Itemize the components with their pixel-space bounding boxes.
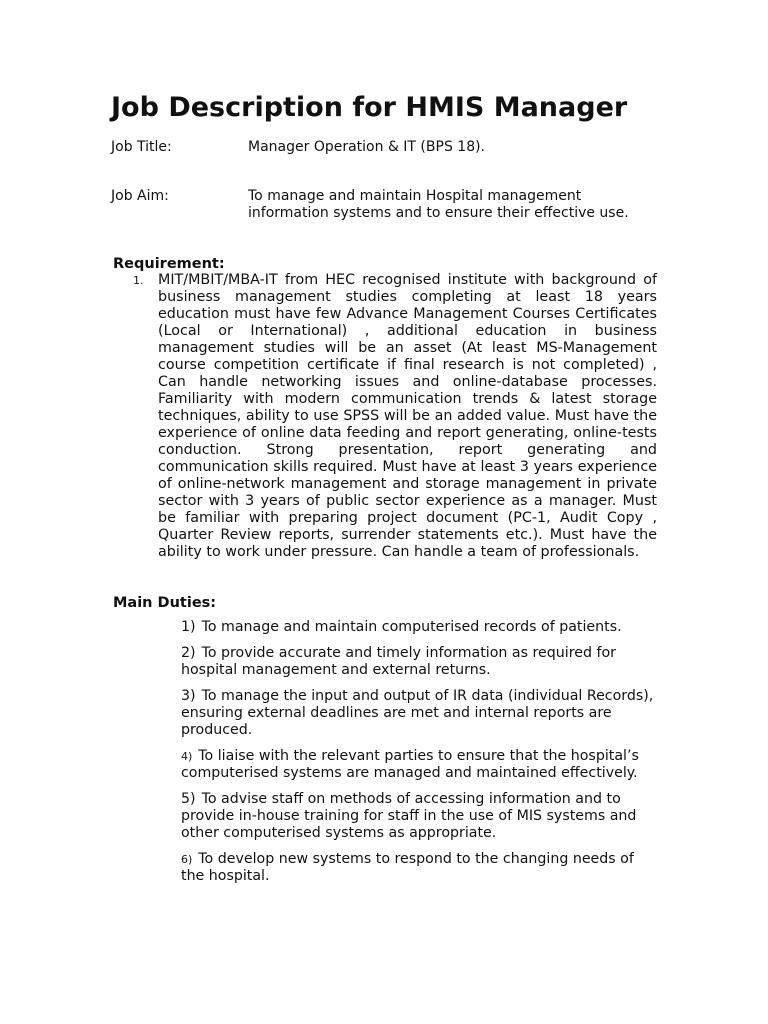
duty-item xyxy=(181,851,661,885)
job-title-label: Job Title: xyxy=(111,139,172,155)
duty-item xyxy=(181,791,661,842)
duty-text: To provide accurate and timely information as required for hospital management and external returns. xyxy=(181,645,616,678)
duty-item xyxy=(181,645,661,679)
duty-number: 4) xyxy=(181,750,193,763)
duty-text: To manage and maintain computerised records of patients. xyxy=(201,619,622,635)
requirement-number: 1. xyxy=(133,274,144,287)
job-aim-label: Job Aim: xyxy=(111,188,169,204)
document-title: Job Description for HMIS Manager xyxy=(111,92,628,123)
duty-number: 1) xyxy=(181,619,196,635)
requirement-item xyxy=(133,272,657,561)
requirement-list xyxy=(133,272,657,561)
duty-number: 3) xyxy=(181,688,196,704)
main-duties-list xyxy=(181,619,661,894)
job-title-value: Manager Operation & IT (BPS 18). xyxy=(248,139,486,155)
duty-number: 5) xyxy=(181,791,196,807)
duty-item xyxy=(181,688,661,739)
duty-text: To liaise with the relevant parties to ensure that the hospital’s computerised systems are managed and maintained effectively. xyxy=(181,748,639,781)
duty-item xyxy=(181,748,661,782)
job-aim-value: To manage and maintain Hospital management information systems and to ensure their effective use. xyxy=(248,188,629,221)
duty-text: To advise staff on methods of accessing information and to provide in-house training for staff in the use of MIS systems and other computerised systems as appropriate. xyxy=(181,791,637,841)
requirement-text: MIT/MBIT/MBA-IT from HEC recognised institute with background of business management studies completing at least 18 years education must have few Advance Management Courses Certificates (Local or International) , additional education in business management studies will be an asset (At least MS-Management course competition certificate if final research is not completed) , Can handle networking issues and online-database processes. Familiarity with modern communication trends & latest storage techniques, ability to use SPSS will be an added value. Must have the experience of online data feeding and report generating, online-tests conduction. Strong presentation, report generating and communication skills required. Must have at least 3 years experience of online-network management and storage management in private sector with 3 years of public sector experience as a manager. Must be familiar with preparing project document (PC-1, Audit Copy , Quarter Review reports, surrender statements etc.). Must have the ability to work under pressure. Can handle a team of professionals. xyxy=(158,272,657,560)
duty-item xyxy=(181,619,661,636)
duty-number: 2) xyxy=(181,645,196,661)
duty-text: To manage the input and output of IR data (individual Records), ensuring external deadlines are met and internal reports are produced. xyxy=(181,688,654,738)
main-duties-heading: Main Duties: xyxy=(113,595,217,611)
requirement-heading: Requirement: xyxy=(113,256,225,272)
duty-number: 6) xyxy=(181,853,193,866)
duty-text: To develop new systems to respond to the changing needs of the hospital. xyxy=(181,851,634,884)
